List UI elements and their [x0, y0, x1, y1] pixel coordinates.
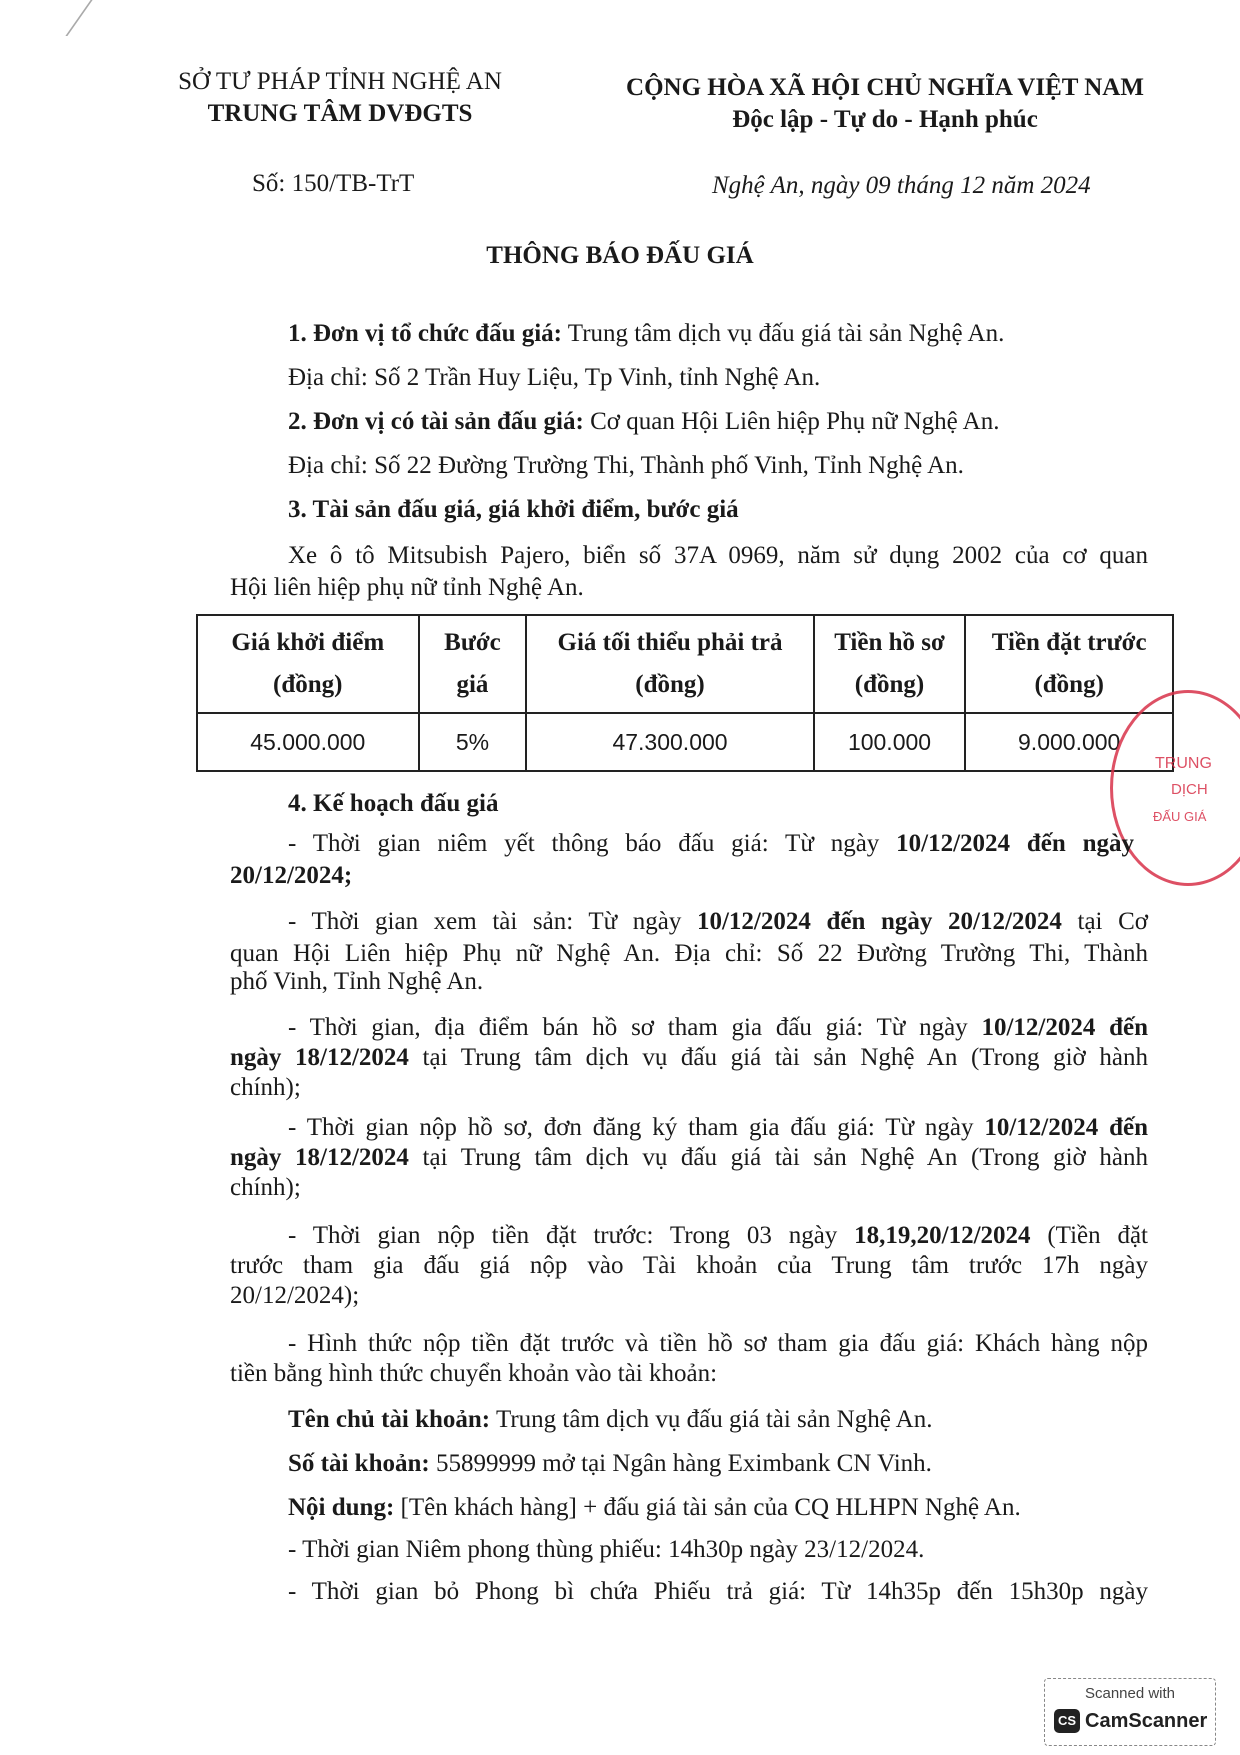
- plan-submit-line-3: chính);: [230, 1174, 301, 1201]
- auction-price-table: [196, 614, 1174, 772]
- plan-viewing-line-3: phố Vinh, Tỉnh Nghệ An.: [230, 968, 484, 995]
- center-name: TRUNG TÂM DVĐGTS: [207, 100, 473, 127]
- doc-number: Số: 150/TB-TrT: [252, 170, 415, 197]
- table-header-row: [197, 615, 1173, 713]
- cell-deposit: 9.000.000: [965, 713, 1173, 771]
- cell-minimum-price: 47.300.000: [526, 713, 813, 771]
- plan-deposit-line-2: trước tham gia đấu giá nộp vào Tài khoản của Trung tâm trước 17h ngày: [230, 1252, 1148, 1279]
- section-1-address: Địa chỉ: Số 2 Trần Huy Liệu, Tp Vinh, tỉnh Nghệ An.: [288, 364, 821, 391]
- department-name: SỞ TƯ PHÁP TỈNH NGHỆ AN: [178, 68, 502, 95]
- plan-sale-line-3: chính);: [230, 1074, 301, 1101]
- section-1-label: 1. Đơn vị tổ chức đấu giá:: [288, 320, 562, 347]
- col-header-starting-price: Giá khởi điểm (đồng): [197, 615, 419, 713]
- account-number: Số tài khoản: 55899999 mở tại Ngân hàng Eximbank CN Vinh.: [288, 1450, 932, 1477]
- col-header-minimum-price: Giá tối thiểu phải trả (đồng): [526, 615, 813, 713]
- camscanner-watermark: Scanned with CS CamScanner: [1044, 1678, 1216, 1746]
- place-date: Nghệ An, ngày 09 tháng 12 năm 2024: [712, 172, 1091, 199]
- asset-line-1: Xe ô tô Mitsubish Pajero, biển số 37A 0969, năm sử dụng 2002 của cơ quan: [288, 542, 1148, 569]
- doc-title: THÔNG BÁO ĐẤU GIÁ: [486, 242, 754, 269]
- plan-submit-line-2: ngày 18/12/2024 tại Trung tâm dịch vụ đấu giá tài sản Nghệ An (Trong giờ hành: [230, 1144, 1148, 1171]
- plan-viewing-line-2: quan Hội Liên hiệp Phụ nữ Nghệ An. Địa chỉ: Số 22 Đường Trường Thi, Thành: [230, 940, 1148, 967]
- plan-deposit-line-3: 20/12/2024);: [230, 1282, 360, 1309]
- plan-posting-line-1: - Thời gian niêm yết thông báo đấu giá: Từ ngày 10/12/2024 đến ngày: [288, 830, 1134, 857]
- section-4-label: 4. Kế hoạch đấu giá: [288, 790, 499, 817]
- col-header-deposit: Tiền đặt trước (đồng): [965, 615, 1173, 713]
- plan-sale-line-1: - Thời gian, địa điểm bán hồ sơ tham gia đấu giá: Từ ngày 10/12/2024 đến: [288, 1014, 1148, 1041]
- section-1: [288, 318, 1004, 350]
- section-2-text: Cơ quan Hội Liên hiệp Phụ nữ Nghệ An.: [583, 408, 1000, 435]
- section-2: [288, 406, 999, 438]
- plan-viewing-line-1: - Thời gian xem tài sản: Từ ngày 10/12/2024 đến ngày 20/12/2024 tại Cơ: [288, 908, 1149, 935]
- plan-submit-line-1: - Thời gian nộp hồ sơ, đơn đăng ký tham gia đấu giá: Từ ngày 10/12/2024 đến: [288, 1114, 1148, 1141]
- plan-payment-line-2: tiền bằng hình thức chuyển khoản vào tài khoản:: [230, 1360, 718, 1387]
- plan-deposit-line-1: - Thời gian nộp tiền đặt trước: Trong 03 ngày 18,19,20/12/2024 (Tiền đặt: [288, 1222, 1148, 1249]
- cell-dossier-fee: 100.000: [814, 713, 966, 771]
- scan-artifact: [65, 0, 120, 36]
- section-2-address: Địa chỉ: Số 22 Đường Trường Thi, Thành phố Vinh, Tỉnh Nghệ An.: [288, 452, 964, 479]
- plan-sale-line-2: ngày 18/12/2024 tại Trung tâm dịch vụ đấu giá tài sản Nghệ An (Trong giờ hành: [230, 1044, 1148, 1071]
- republic-name: CỘNG HÒA XÃ HỘI CHỦ NGHĨA VIỆT NAM: [626, 74, 1144, 101]
- header-left: [150, 66, 530, 130]
- col-header-dossier-fee: Tiền hồ sơ (đồng): [814, 615, 966, 713]
- cell-price-step: 5%: [419, 713, 527, 771]
- header-right: [590, 72, 1180, 136]
- motto: Độc lập - Tự do - Hạnh phúc: [732, 106, 1038, 133]
- section-2-label: 2. Đơn vị có tài sản đấu giá:: [288, 408, 584, 435]
- plan-envelope-time: - Thời gian bỏ Phong bì chứa Phiếu trả giá: Từ 14h35p đến 15h30p ngày: [288, 1578, 1148, 1605]
- red-seal-stamp: TRUNG DỊCH ĐẤU GIÁ: [1110, 690, 1240, 886]
- plan-sealing-time: - Thời gian Niêm phong thùng phiếu: 14h30p ngày 23/12/2024.: [288, 1536, 925, 1563]
- plan-posting-line-2: 20/12/2024;: [230, 862, 353, 889]
- section-1-text: Trung tâm dịch vụ đấu giá tài sản Nghệ An.: [562, 320, 1005, 347]
- account-name: Tên chủ tài khoản: Trung tâm dịch vụ đấu giá tài sản Nghệ An.: [288, 1406, 933, 1433]
- asset-line-2: Hội liên hiệp phụ nữ tỉnh Nghệ An.: [230, 574, 584, 601]
- camscanner-logo-icon: CS: [1054, 1709, 1080, 1733]
- plan-payment-line-1: - Hình thức nộp tiền đặt trước và tiền hồ sơ tham gia đấu giá: Khách hàng nộp: [288, 1330, 1148, 1357]
- cell-starting-price: 45.000.000: [197, 713, 419, 771]
- table-row: [197, 713, 1173, 771]
- transfer-content: Nội dung: [Tên khách hàng] + đấu giá tài sản của CQ HLHPN Nghệ An.: [288, 1494, 1021, 1521]
- section-3-label: 3. Tài sản đấu giá, giá khởi điểm, bước giá: [288, 496, 739, 523]
- col-header-price-step: Bước giá: [419, 615, 527, 713]
